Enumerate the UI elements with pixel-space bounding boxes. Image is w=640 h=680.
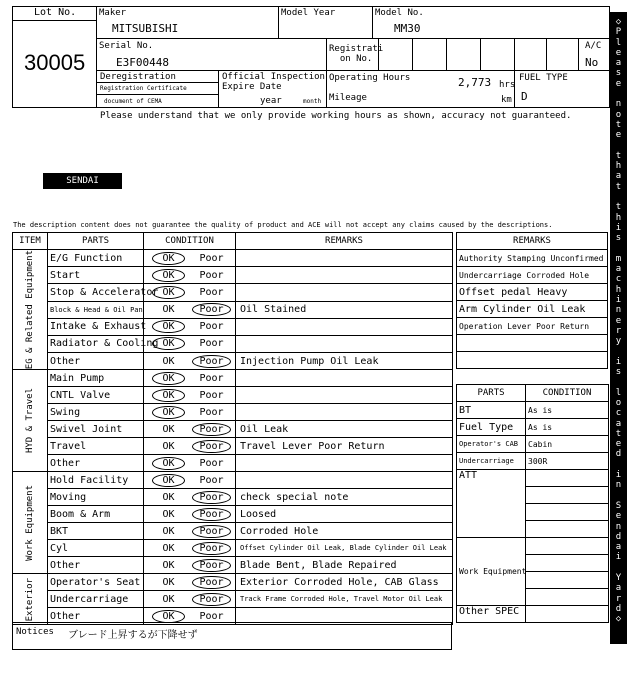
selected-ellipse: OK <box>152 337 184 350</box>
part-cell: Undercarriage <box>48 591 144 608</box>
hours-notice: Please understand that we only provide working hours as shown, accuracy not guaranteed. <box>100 111 572 121</box>
condition-cell <box>144 557 236 574</box>
right-part-cell: Operator's CAB <box>457 436 526 453</box>
condition-poor <box>191 559 233 572</box>
remark-cell <box>236 267 453 284</box>
condition-ok: OK <box>162 508 175 520</box>
inspection-table <box>12 232 453 625</box>
condition-cell <box>144 267 236 284</box>
condition-poor <box>191 542 233 555</box>
col-condition: CONDITION <box>144 233 236 250</box>
table-row <box>13 301 453 318</box>
remark-cell <box>236 387 453 404</box>
condition-cell <box>144 301 236 318</box>
selected-ellipse: OK <box>152 389 184 402</box>
right-remark-cell: Undercarriage Corroded Hole <box>457 267 608 284</box>
condition-ok <box>147 474 191 487</box>
selected-ellipse: OK <box>152 320 184 333</box>
condition-poor <box>191 440 233 453</box>
condition-poor: Poor <box>199 610 224 622</box>
right-condition-cell: As is <box>526 419 609 436</box>
condition-cell <box>144 540 236 557</box>
fuel-type-label: FUEL TYPE <box>519 73 568 83</box>
selected-ellipse: Poor <box>192 576 230 589</box>
right-parts-row <box>457 436 609 453</box>
right-condition-cell: As is <box>526 402 609 419</box>
remark-cell <box>236 335 453 352</box>
right-condition-cell <box>526 538 609 555</box>
remark-cell: check special note <box>236 489 453 506</box>
part-cell: Hold Facility <box>48 472 144 489</box>
disclaimer: The description content does not guarantee the quality of product and ACE will not accept any claims caused by the descriptions. <box>13 221 553 229</box>
part-cell: Boom & Arm <box>48 506 144 523</box>
right-remarks-title: REMARKS <box>457 233 608 250</box>
table-row <box>13 489 453 506</box>
remark-cell <box>236 472 453 489</box>
condition-poor: Poor <box>199 321 224 333</box>
divider <box>96 70 326 71</box>
condition-cell <box>144 353 236 370</box>
table-row <box>13 404 453 421</box>
table-row <box>13 523 453 540</box>
condition-ok: OK <box>162 576 175 588</box>
right-condition-cell <box>526 555 609 572</box>
part-cell: Swivel Joint <box>48 421 144 438</box>
part-cell: E/G Function <box>48 250 144 267</box>
divider <box>372 6 373 38</box>
selected-ellipse: OK <box>152 474 184 487</box>
remark-cell: Exterior Corroded Hole, CAB Glass <box>236 574 453 591</box>
condition-poor: Poor <box>199 338 224 350</box>
table-row <box>13 574 453 591</box>
condition-cell <box>144 335 236 352</box>
part-cell: Operator's Seat <box>48 574 144 591</box>
table-row <box>13 353 453 370</box>
group-label-text: Exterior <box>25 577 35 621</box>
condition-ok <box>147 252 191 265</box>
condition-ok <box>147 406 191 419</box>
condition-poor <box>191 491 233 504</box>
table-row <box>13 370 453 387</box>
right-part-cell: BT <box>457 402 526 419</box>
remark-cell: Track Frame Corroded Hole, Travel Motor Oil Leak <box>236 591 453 608</box>
remark-cell <box>236 250 453 267</box>
maker-label: Maker <box>99 8 127 18</box>
lot-label: Lot No. <box>34 7 77 18</box>
lot-value: 30005 <box>24 50 86 75</box>
condition-poor: Poor <box>199 269 224 281</box>
divider <box>514 38 515 108</box>
condition-ok: OK <box>162 491 175 503</box>
remark-cell: Blade Bent, Blade Repaired <box>236 557 453 574</box>
remark-cell: Offset Cylinder Oil Leak, Blade Cylinder Oil Leak <box>236 540 453 557</box>
right-block-label: Other SPEC <box>457 606 526 623</box>
side-notice-bar <box>610 12 627 644</box>
table-row <box>13 506 453 523</box>
divider <box>412 38 413 70</box>
table-row <box>13 591 453 608</box>
condition-cell <box>144 472 236 489</box>
group-label-text: EG & Related Equipment <box>25 250 35 370</box>
group-label <box>13 472 48 574</box>
part-cell: Intake & Exhaust <box>48 318 144 335</box>
condition-cell <box>144 574 236 591</box>
condition-ok: OK <box>162 559 175 571</box>
condition-ok <box>147 389 191 402</box>
group-label <box>13 574 48 625</box>
right-condition-cell: Cabin <box>526 436 609 453</box>
part-cell: Start <box>48 267 144 284</box>
location-label: SENDAI <box>66 176 99 186</box>
remark-cell <box>236 284 453 301</box>
op-hours-label: Operating Hours <box>329 73 411 83</box>
condition-cell <box>144 455 236 472</box>
condition-cell <box>144 421 236 438</box>
condition-poor <box>191 303 233 316</box>
condition-ok: OK <box>162 525 175 537</box>
condition-poor: Poor <box>199 389 224 401</box>
divider <box>278 6 279 38</box>
right-remark-row <box>457 267 608 284</box>
selected-ellipse: OK <box>152 610 184 623</box>
right-condition-cell <box>526 521 609 538</box>
condition-poor <box>191 576 233 589</box>
remark-cell <box>236 404 453 421</box>
remark-cell: Corroded Hole <box>236 523 453 540</box>
divider <box>480 38 481 70</box>
notices-value: ブレード上昇するが下降せず <box>68 630 198 641</box>
right-remark-row <box>457 250 608 267</box>
remark-cell: Travel Lever Poor Return <box>236 438 453 455</box>
right-block-label: ATT <box>457 470 526 538</box>
group-label <box>13 370 48 472</box>
remark-cell: Loosed <box>236 506 453 523</box>
condition-ok: OK <box>162 440 175 452</box>
part-cell: BKT <box>48 523 144 540</box>
divider <box>218 70 219 108</box>
selected-ellipse: Poor <box>192 303 230 316</box>
selected-ellipse: Poor <box>192 423 230 436</box>
condition-poor: Poor <box>199 286 224 298</box>
right-condition-cell <box>526 572 609 589</box>
divider <box>96 6 97 108</box>
table-row <box>13 250 453 267</box>
table-row <box>13 335 453 352</box>
right-condition-cell <box>526 589 609 606</box>
right-condition-cell <box>526 606 609 623</box>
part-cell: Swing <box>48 404 144 421</box>
cema-label: document of CEMA <box>104 98 162 105</box>
table-row <box>13 284 453 301</box>
col-parts: PARTS <box>48 233 144 250</box>
right-block-label: Work Equipment <box>457 538 526 606</box>
right-remark-cell <box>457 335 608 352</box>
condition-poor <box>191 525 233 538</box>
right-remark-row <box>457 352 608 369</box>
condition-cell <box>144 523 236 540</box>
condition-ok <box>147 269 191 282</box>
part-cell: Travel <box>48 438 144 455</box>
year-label: year <box>260 96 282 106</box>
part-cell: Stop & Accelerator <box>48 284 144 301</box>
condition-poor <box>191 355 233 368</box>
right-remark-cell: Offset pedal Heavy <box>457 284 608 301</box>
right-part-cell: Fuel Type <box>457 419 526 436</box>
part-cell: Other <box>48 608 144 625</box>
part-cell: Cyl <box>48 540 144 557</box>
condition-ok <box>147 372 191 385</box>
col-item: ITEM <box>13 233 48 250</box>
notices-box <box>12 622 452 650</box>
part-cell: Other <box>48 455 144 472</box>
condition-poor <box>191 508 233 521</box>
selected-ellipse: OK <box>152 252 184 265</box>
table-row <box>13 421 453 438</box>
maker-value: MITSUBISHI <box>112 22 179 35</box>
dereg-label: Deregistration <box>100 72 176 82</box>
divider <box>546 38 547 70</box>
right-parts-row <box>457 606 609 623</box>
right-remark-row <box>457 301 608 318</box>
table-row <box>13 318 453 335</box>
divider <box>326 70 610 71</box>
condition-ok: OK <box>162 542 175 554</box>
model-no-label: Model No. <box>375 8 424 18</box>
condition-ok <box>147 457 191 470</box>
part-cell: Other <box>48 353 144 370</box>
right-condition-cell <box>526 487 609 504</box>
condition-poor <box>191 423 233 436</box>
selected-ellipse: Poor <box>192 542 230 555</box>
part-cell: CNTL Valve <box>48 387 144 404</box>
right-parts-row <box>457 402 609 419</box>
serial-value: E3F00448 <box>116 56 169 69</box>
right-parts-row <box>457 453 609 470</box>
divider <box>96 82 218 83</box>
table-row <box>13 540 453 557</box>
condition-cell <box>144 489 236 506</box>
right-remark-row <box>457 335 608 352</box>
remark-cell: Oil Leak <box>236 421 453 438</box>
group-label <box>13 250 48 370</box>
selected-ellipse: Poor <box>192 559 230 572</box>
table-row <box>13 438 453 455</box>
divider <box>578 38 579 70</box>
table-row <box>13 387 453 404</box>
right-remark-row <box>457 284 608 301</box>
part-cell: Other <box>48 557 144 574</box>
condition-cell <box>144 404 236 421</box>
condition-ok: OK <box>162 423 175 435</box>
condition-poor: Poor <box>199 474 224 486</box>
selected-ellipse: OK <box>152 372 184 385</box>
right-parts-row <box>457 538 609 555</box>
condition-ok: OK <box>162 304 175 316</box>
condition-cell <box>144 591 236 608</box>
condition-cell <box>144 284 236 301</box>
ac-label: A/C <box>585 41 602 51</box>
mileage-label: Mileage <box>329 93 367 103</box>
selected-ellipse: OK <box>152 406 184 419</box>
right-remark-row <box>457 318 608 335</box>
condition-cell <box>144 506 236 523</box>
table-row <box>13 455 453 472</box>
right-condition-cell <box>526 470 609 487</box>
group-label-text: HYD & Travel <box>25 388 35 454</box>
right-remark-cell: Operation Lever Poor Return <box>457 318 608 335</box>
condition-cell <box>144 318 236 335</box>
group-label-text: Work Equipment <box>25 484 35 561</box>
part-cell: Main Pump <box>48 370 144 387</box>
km-unit: km <box>501 95 512 105</box>
condition-ok <box>147 337 191 350</box>
right-col-parts: PARTS <box>457 385 526 402</box>
right-remark-cell <box>457 352 608 369</box>
selected-ellipse: OK <box>152 457 184 470</box>
divider <box>96 94 218 95</box>
condition-poor: Poor <box>199 406 224 418</box>
condition-cell <box>144 370 236 387</box>
condition-ok <box>147 320 191 333</box>
right-remarks-table <box>456 232 608 369</box>
ac-value: No <box>585 56 599 69</box>
right-parts-row <box>457 419 609 436</box>
remark-cell <box>236 318 453 335</box>
condition-poor <box>191 593 233 606</box>
right-parts-table <box>456 384 609 623</box>
condition-poor: Poor <box>199 372 224 384</box>
month-label: month <box>303 98 322 105</box>
selected-ellipse: Poor <box>192 508 230 521</box>
table-row <box>13 557 453 574</box>
hrs-unit: hrs <box>499 80 516 90</box>
right-parts-row <box>457 470 609 487</box>
remark-cell: Oil Stained <box>236 301 453 318</box>
condition-ok <box>147 610 191 623</box>
serial-label: Serial No. <box>99 41 154 51</box>
side-notice-text: ◇ P l e a s e n o t e t h a t t h i s m a c h i n e r y i s l o c a t e d i n S e n d a i Y a r d ◇ <box>615 17 622 625</box>
condition-ok: OK <box>162 593 175 605</box>
condition-ok: OK <box>162 355 175 367</box>
part-cell: Block & Head & Oil Pan <box>48 301 144 318</box>
right-condition-cell: 300R <box>526 453 609 470</box>
model-year-label: Model Year <box>281 8 336 18</box>
selected-ellipse: Poor <box>192 491 230 504</box>
location-badge <box>43 173 122 189</box>
selected-ellipse: Poor <box>192 593 230 606</box>
registration-label: Registrati on No. <box>329 44 384 64</box>
op-hours-value: 2,773 <box>458 76 492 89</box>
divider <box>12 20 96 21</box>
selected-ellipse: Poor <box>192 355 230 368</box>
selected-ellipse: OK <box>152 269 184 282</box>
right-col-condition: CONDITION <box>526 385 609 402</box>
selected-ellipse: Poor <box>192 440 230 453</box>
condition-poor: Poor <box>199 252 224 264</box>
remark-cell <box>236 370 453 387</box>
part-cell: Radiator & Cooling <box>48 335 144 352</box>
condition-cell <box>144 250 236 267</box>
table-row <box>13 472 453 489</box>
table-row <box>13 267 453 284</box>
model-no-value: MM30 <box>394 22 421 35</box>
inspection-label: Official Inspection Expire Date <box>222 72 325 92</box>
divider <box>96 38 610 39</box>
divider <box>326 38 327 108</box>
condition-cell <box>144 387 236 404</box>
selected-ellipse: Poor <box>192 525 230 538</box>
right-remark-cell: Arm Cylinder Oil Leak <box>457 301 608 318</box>
right-condition-cell <box>526 504 609 521</box>
part-cell: Moving <box>48 489 144 506</box>
selected-ellipse: OK <box>152 286 184 299</box>
right-part-cell: Undercarriage <box>457 453 526 470</box>
col-remarks: REMARKS <box>236 233 453 250</box>
divider <box>446 38 447 70</box>
condition-ok <box>147 286 191 299</box>
condition-poor: Poor <box>199 457 224 469</box>
reg-cert-label: Registration Certificate <box>100 85 187 92</box>
remark-cell <box>236 455 453 472</box>
remark-cell: Injection Pump Oil Leak <box>236 353 453 370</box>
notices-label: Notices <box>16 627 54 637</box>
fuel-type-value: D <box>521 90 528 103</box>
condition-cell <box>144 438 236 455</box>
right-remark-cell: Authority Stamping Unconfirmed <box>457 250 608 267</box>
